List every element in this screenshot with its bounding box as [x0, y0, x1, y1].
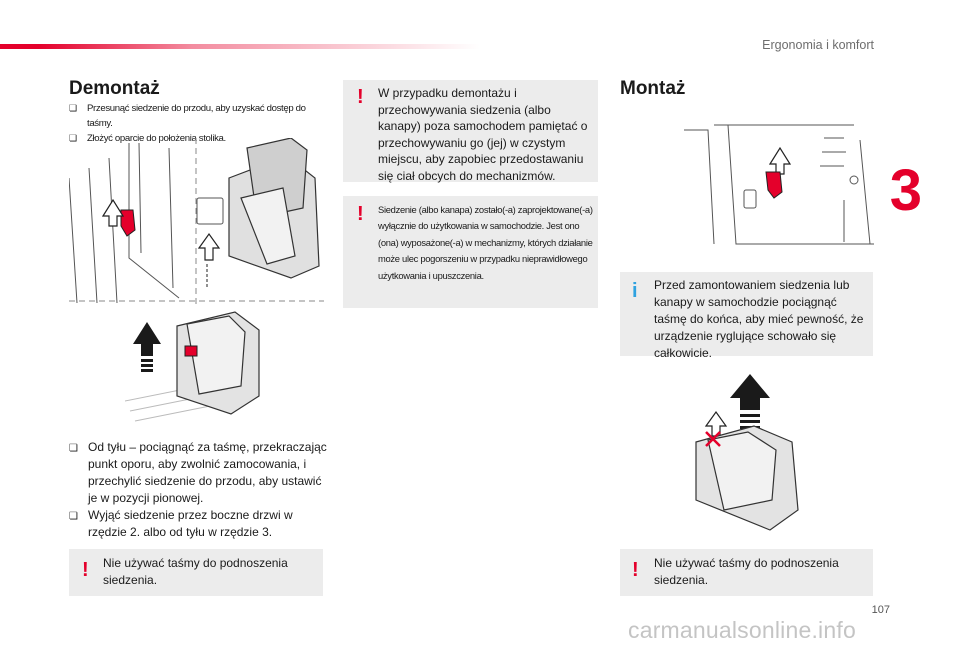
warning-box-usage [343, 196, 598, 308]
square-bullet-icon: ❏ [69, 103, 77, 113]
list-item: ❏ Od tyłu – pociągnąć za taśmę, przekraczając punkt oporu, aby zwolnić zamocowania, i przechylić siedzenie do przodu, aby ustawić je w pozycji pionowej. [69, 440, 327, 505]
warning-box-lift-right [620, 549, 873, 596]
demontaz-steps [69, 439, 327, 541]
seat-install-illustration [684, 370, 804, 535]
warning-text: Nie używać taśmy do podnoszenia siedzenia. [103, 556, 288, 587]
square-bullet-icon: ❏ [69, 511, 78, 522]
strap-pull-illustration [684, 120, 874, 248]
warning-box-lift-left [69, 549, 323, 596]
warning-text: Nie używać taśmy do podnoszenia siedzenia. [654, 556, 839, 587]
warning-text: Siedzenie (albo kanapa) zostało(-a) zaprojektowane(-a) wyłącznie do użytkowania w samochodzie. Jest ono (ona) wyposażone(-a) w mechanizmy, których działanie może ulec pogorszeniu w przypadku nieprawidłowego użytkowania i upuszczenia. [378, 204, 593, 281]
list-item: ❏ Przesunąć siedzenie do przodu, aby uzyskać dostęp do taśmy. [69, 103, 306, 129]
warning-text: W przypadku demontażu i przechowywania siedzenia (albo kanapy) poza samochodem pamiętać o przechowywaniu go (jej) w czystym miejscu, aby zapobiec przedostawaniu się ciał obcych do mechanizmów. [378, 86, 588, 183]
section-header: Ergonomia i komfort [762, 38, 874, 52]
montaz-heading: Montaż [620, 78, 686, 99]
exclamation-icon: ! [357, 86, 364, 108]
exclamation-icon: ! [82, 559, 89, 581]
info-icon: i [632, 280, 638, 302]
list-item: ❏ Złożyć oparcie do położenia stolika. [69, 133, 226, 144]
info-text: Przed zamontowaniem siedzenia lub kanapy w samochodzie pociągnąć taśmę do końca, aby mieć pewność, że urządzenie ryglujące schowało się całkowicie. [654, 278, 864, 360]
seat-upright-illustration [125, 306, 275, 426]
list-item: ❏ Wyjąć siedzenie przez boczne drzwi w rzędzie 2. albo od tyłu w rzędzie 3. [69, 508, 293, 539]
top-accent-bar [0, 44, 480, 49]
demontaz-heading: Demontaż [69, 78, 160, 99]
chapter-number: 3 [889, 158, 922, 223]
warning-box-storage [343, 80, 598, 182]
seat-fold-illustration [69, 138, 324, 304]
info-box-strap [620, 272, 873, 360]
page-number: 107 [871, 604, 890, 616]
square-bullet-icon: ❏ [69, 443, 78, 454]
exclamation-icon: ! [632, 559, 639, 581]
square-bullet-icon: ❏ [69, 133, 77, 143]
watermark: carmanualsonline.info [628, 617, 856, 643]
exclamation-icon: ! [357, 203, 364, 225]
